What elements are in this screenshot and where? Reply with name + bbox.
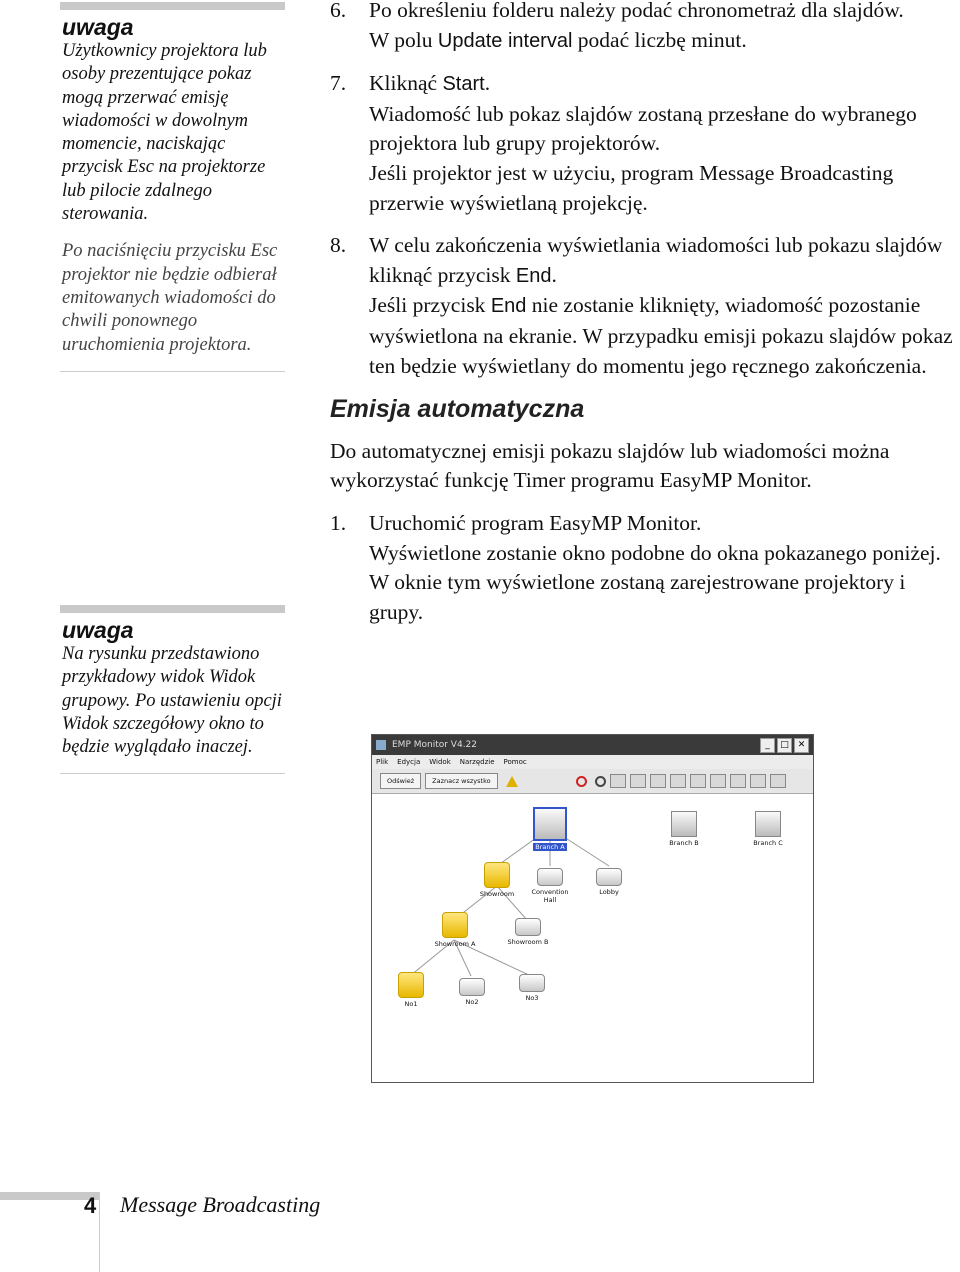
menu-edycja[interactable]: Edycja — [397, 758, 421, 766]
group-view-canvas — [372, 794, 813, 1082]
refresh-button[interactable]: Odśwież — [380, 773, 421, 789]
note-paragraph: Po naciśnięciu przycisku Esc projektor nie będzie odbierał emitowanych wiadomości do chwili ponownego uruchomienia projektora. — [62, 241, 278, 355]
node-label: Branch B — [669, 839, 699, 847]
note-heading: uwaga — [62, 617, 134, 643]
node-label: Showroom A — [434, 940, 476, 948]
section-heading: Emisja automatyczna — [330, 395, 585, 424]
step-text: Wiadomość lub pokaz slajdów zostaną przesłane do wybranego projektora lub grupy projektorów. — [369, 101, 917, 156]
projector-icon — [515, 918, 541, 936]
node-label: Branch A — [535, 843, 565, 851]
main-content — [330, 0, 960, 627]
power-off-icon[interactable] — [576, 776, 587, 787]
step-number: 1. — [330, 510, 347, 535]
ui-term-start: Start — [442, 73, 485, 96]
text-run: Kliknąć — [369, 71, 443, 96]
window-titlebar — [372, 735, 813, 755]
node-showroom-b[interactable] — [503, 912, 553, 946]
select-all-button[interactable]: Zaznacz wszystko — [425, 773, 497, 789]
source-video-icon[interactable] — [630, 774, 646, 788]
node-branch-a[interactable] — [533, 807, 567, 851]
menu-plik[interactable]: Plik — [376, 758, 389, 766]
building-icon — [755, 811, 781, 837]
text-run: podać liczbę minut. — [572, 27, 747, 52]
source-svideo-icon[interactable] — [650, 774, 666, 788]
step-text: Wyświetlone zostanie okno podobne do okna pokazanego poniżej. W oknie tym wyświetlone zostaną zarejestrowane projektory i grupy. — [369, 540, 941, 624]
freeze-icon[interactable] — [710, 774, 726, 788]
av-mute-icon[interactable] — [690, 774, 706, 788]
step-text — [369, 26, 960, 57]
node-label: No3 — [525, 994, 539, 1002]
building-warning-icon — [442, 912, 468, 938]
note-box-2 — [60, 605, 285, 774]
step-7 — [330, 69, 960, 218]
volume-icon[interactable] — [730, 774, 746, 788]
building-warning-icon — [484, 862, 510, 888]
power-on-icon[interactable] — [595, 776, 606, 787]
node-branch-c[interactable] — [748, 811, 788, 847]
toolbar — [372, 769, 813, 794]
maximize-button[interactable]: □ — [777, 738, 792, 753]
step-text — [369, 231, 960, 291]
note-heading: uwaga — [62, 14, 134, 40]
node-no1[interactable] — [394, 972, 428, 1008]
settings-icon[interactable] — [750, 774, 766, 788]
source-computer-icon[interactable] — [610, 774, 626, 788]
node-no3[interactable] — [515, 968, 549, 1002]
menu-pomoc[interactable]: Pomoc — [503, 758, 527, 766]
projector-icon — [537, 868, 563, 886]
node-label: Lobby — [599, 888, 619, 896]
projector-icon — [519, 974, 545, 992]
footer-section-title: Message Broadcasting — [120, 1192, 321, 1217]
building-icon — [671, 811, 697, 837]
step-text: Po określeniu folderu należy podać chronometraż dla slajdów. — [369, 0, 904, 22]
minimize-button[interactable]: _ — [760, 738, 775, 753]
section-intro: Do automatycznej emisji pokazu slajdów lub wiadomości można wykorzystać funkcję Timer programu EasyMP Monitor. — [330, 438, 890, 493]
node-label: Showroom — [479, 890, 515, 898]
menu-narzedzie[interactable]: Narzędzie — [459, 758, 495, 766]
text-run: . — [551, 262, 557, 287]
step-number: 6. — [330, 0, 347, 22]
node-label: Branch C — [753, 839, 783, 847]
text-run: Jeśli przycisk — [369, 293, 491, 318]
step-text: Jeśli projektor jest w użyciu, program Message Broadcasting przerwie wyświetlaną projekcję. — [369, 160, 894, 215]
node-no2[interactable] — [455, 972, 489, 1006]
step-text: Uruchomić program EasyMP Monitor. — [369, 510, 702, 535]
text-run: . — [484, 71, 491, 96]
note-divider — [60, 371, 285, 372]
node-label: No2 — [465, 998, 479, 1006]
source-network-icon[interactable] — [670, 774, 686, 788]
projector-warning-icon — [398, 972, 424, 998]
ui-term-end: End — [490, 295, 527, 318]
note-bar — [60, 605, 285, 613]
node-label: No1 — [404, 1000, 418, 1008]
note-divider — [60, 773, 285, 774]
node-label: Convention Hall — [531, 888, 569, 904]
emp-monitor-window — [371, 734, 814, 1083]
projector-icon — [459, 978, 485, 996]
warning-icon[interactable] — [506, 776, 518, 787]
note-box-1 — [60, 2, 285, 372]
ui-term-end: End — [515, 264, 552, 287]
step-text — [369, 69, 960, 100]
footer-divider — [99, 1192, 100, 1272]
node-branch-b[interactable] — [664, 811, 704, 847]
projector-icon — [596, 868, 622, 886]
step-text — [369, 291, 960, 381]
app-icon — [376, 740, 386, 750]
window-title: EMP Monitor V4.22 — [392, 740, 478, 750]
step-number: 8. — [330, 233, 347, 258]
step-6 — [330, 0, 960, 56]
node-convention-hall[interactable] — [529, 862, 571, 904]
node-showroom-a[interactable] — [430, 912, 480, 948]
step-8 — [330, 231, 960, 381]
note-bar — [60, 2, 285, 10]
step-1 — [330, 509, 960, 627]
node-lobby[interactable] — [590, 862, 628, 896]
text-run: nie zostanie kliknięty, wiadomość pozostanie wyświetlona na ekranie. W przypadku emisji pokazu slajdów pokaz ten będzie wyświetlany do momentu jego ręcznego zakończenia. — [369, 293, 953, 378]
note-paragraph: Na rysunku przedstawiono przykładowy widok Widok grupowy. Po ustawieniu opcji Widok szczegółowy okno to będzie wyglądało inaczej. — [62, 644, 282, 758]
page-number: 4 — [84, 1193, 97, 1218]
building-icon — [533, 807, 567, 841]
close-button[interactable]: ✕ — [794, 738, 809, 753]
step-number: 7. — [330, 71, 347, 96]
menu-bar — [372, 755, 813, 769]
node-label: Showroom B — [507, 938, 549, 946]
ui-term-update-interval: Update interval — [437, 29, 573, 52]
node-showroom[interactable] — [476, 862, 518, 898]
text-run: W polu — [369, 27, 438, 52]
note-paragraph: Użytkownicy projektora lub osoby prezentujące pokaz mogą przerwać emisję wiadomości w dowolnym momencie, naciskając przycisk Esc na projektorze lub pilocie zdalnego sterowania. — [62, 41, 267, 225]
message-icon[interactable] — [770, 774, 786, 788]
text-run: W celu zakończenia wyświetlania wiadomości lub pokazu slajdów kliknąć przycisk — [369, 233, 943, 287]
menu-widok[interactable]: Widok — [429, 758, 451, 766]
